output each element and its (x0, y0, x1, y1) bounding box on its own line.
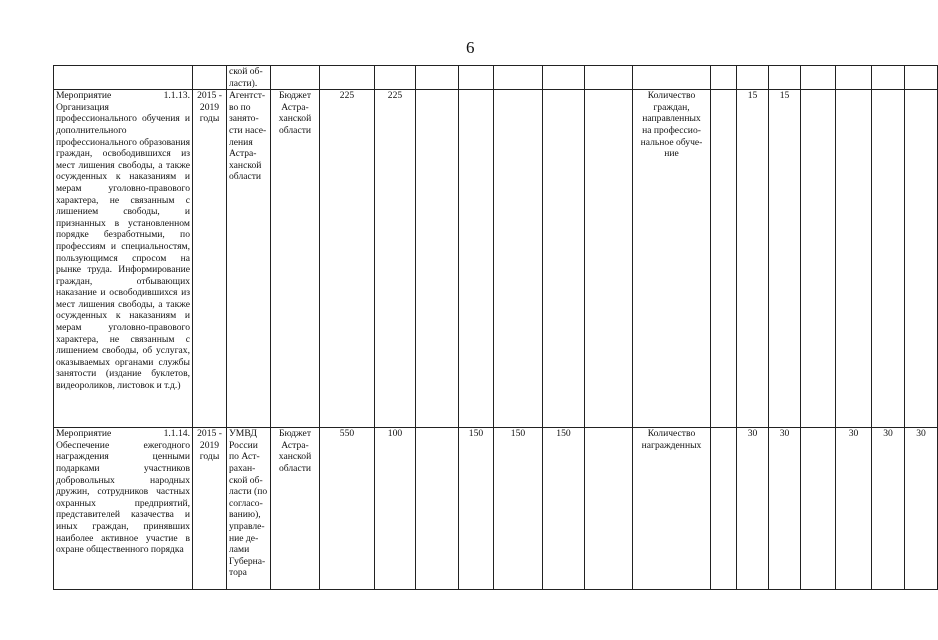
table-row-continuation (54, 66, 938, 90)
indicator-name: Количество граждан, направленных на профессио- нальное обуче- ние (633, 90, 711, 428)
finance-2017: 150 (459, 428, 494, 590)
executor-cell: Агентст- во по занято- сти насе- ления Астра- ханской области (227, 90, 271, 428)
indicator-2019: 30 (905, 428, 938, 590)
indicator-2018 (872, 90, 905, 428)
indicator-2015: 30 (769, 428, 801, 590)
finance-2016 (416, 90, 459, 428)
indicator-2019 (905, 90, 938, 428)
indicator-total: 30 (737, 428, 769, 590)
finance-total: 225 (320, 90, 375, 428)
executor-cell: УМВД России по Аст- рахан- ской об- ласти (по согласо- ванию), управле- ние де- лами Губерна- тора (227, 428, 271, 590)
indicator-unit (711, 90, 737, 428)
table-row-measure-1-1-13 (54, 90, 938, 428)
table-row-measure-1-1-14 (54, 428, 938, 590)
measure-description: Мероприятие 1.1.14. Обеспечение ежегодного награждения ценными подарками участников добровольных народных дружин, сотрудников частных охранных предприятий, представителей казачества и иных граждан, принявших наиболее активное участие в охране общественного порядка (54, 428, 193, 590)
indicator-2016 (801, 428, 836, 590)
indicator-2016 (801, 90, 836, 428)
finance-2018: 150 (494, 428, 543, 590)
finance-2019: 150 (543, 428, 585, 590)
indicator-total: 15 (737, 90, 769, 428)
page-number: 6 (466, 38, 475, 57)
finance-2015: 100 (375, 428, 416, 590)
funding-source-cell: Бюджет Астра- ханской области (271, 90, 320, 428)
finance-2019 (543, 90, 585, 428)
period-cell: 2015 - 2019 годы (193, 428, 227, 590)
indicator-name: Количество награжденных (633, 428, 711, 590)
indicator-unit (711, 428, 737, 590)
executor-cell-continuation: ской об- ласти). (227, 66, 271, 90)
period-cell: 2015 - 2019 годы (193, 90, 227, 428)
measures-table (53, 65, 938, 590)
finance-2018 (494, 90, 543, 428)
indicator-2017 (836, 90, 872, 428)
indicator-2015: 15 (769, 90, 801, 428)
funding-source-cell: Бюджет Астра- ханской области (271, 428, 320, 590)
indicator-2017: 30 (836, 428, 872, 590)
finance-2017 (459, 90, 494, 428)
finance-extra (585, 428, 633, 590)
finance-2016 (416, 428, 459, 590)
finance-extra (585, 90, 633, 428)
measure-description: Мероприятие 1.1.13. Организация профессионального обучения и дополнительного профессионального образования граждан, освободившихся из мест лишения свободы, а также осужденных к наказаниям и мерам уголовно-правового характера, не связанным с лишением свободы, и признанных в установленном порядке безработными, по профессиям и специальностям, пользующимся спросом на рынке труда. Информирование граждан, отбывающих наказание и освободившихся из мест лишения свободы, а также осужденных к наказаниям и мерам уголовно-правового характера, не связанным с лишением свободы, об услугах, оказываемых органами службы занятости (издание буклетов, видеороликов, листовок и т.д.) (54, 90, 193, 428)
finance-2015: 225 (375, 90, 416, 428)
indicator-2018: 30 (872, 428, 905, 590)
finance-total: 550 (320, 428, 375, 590)
